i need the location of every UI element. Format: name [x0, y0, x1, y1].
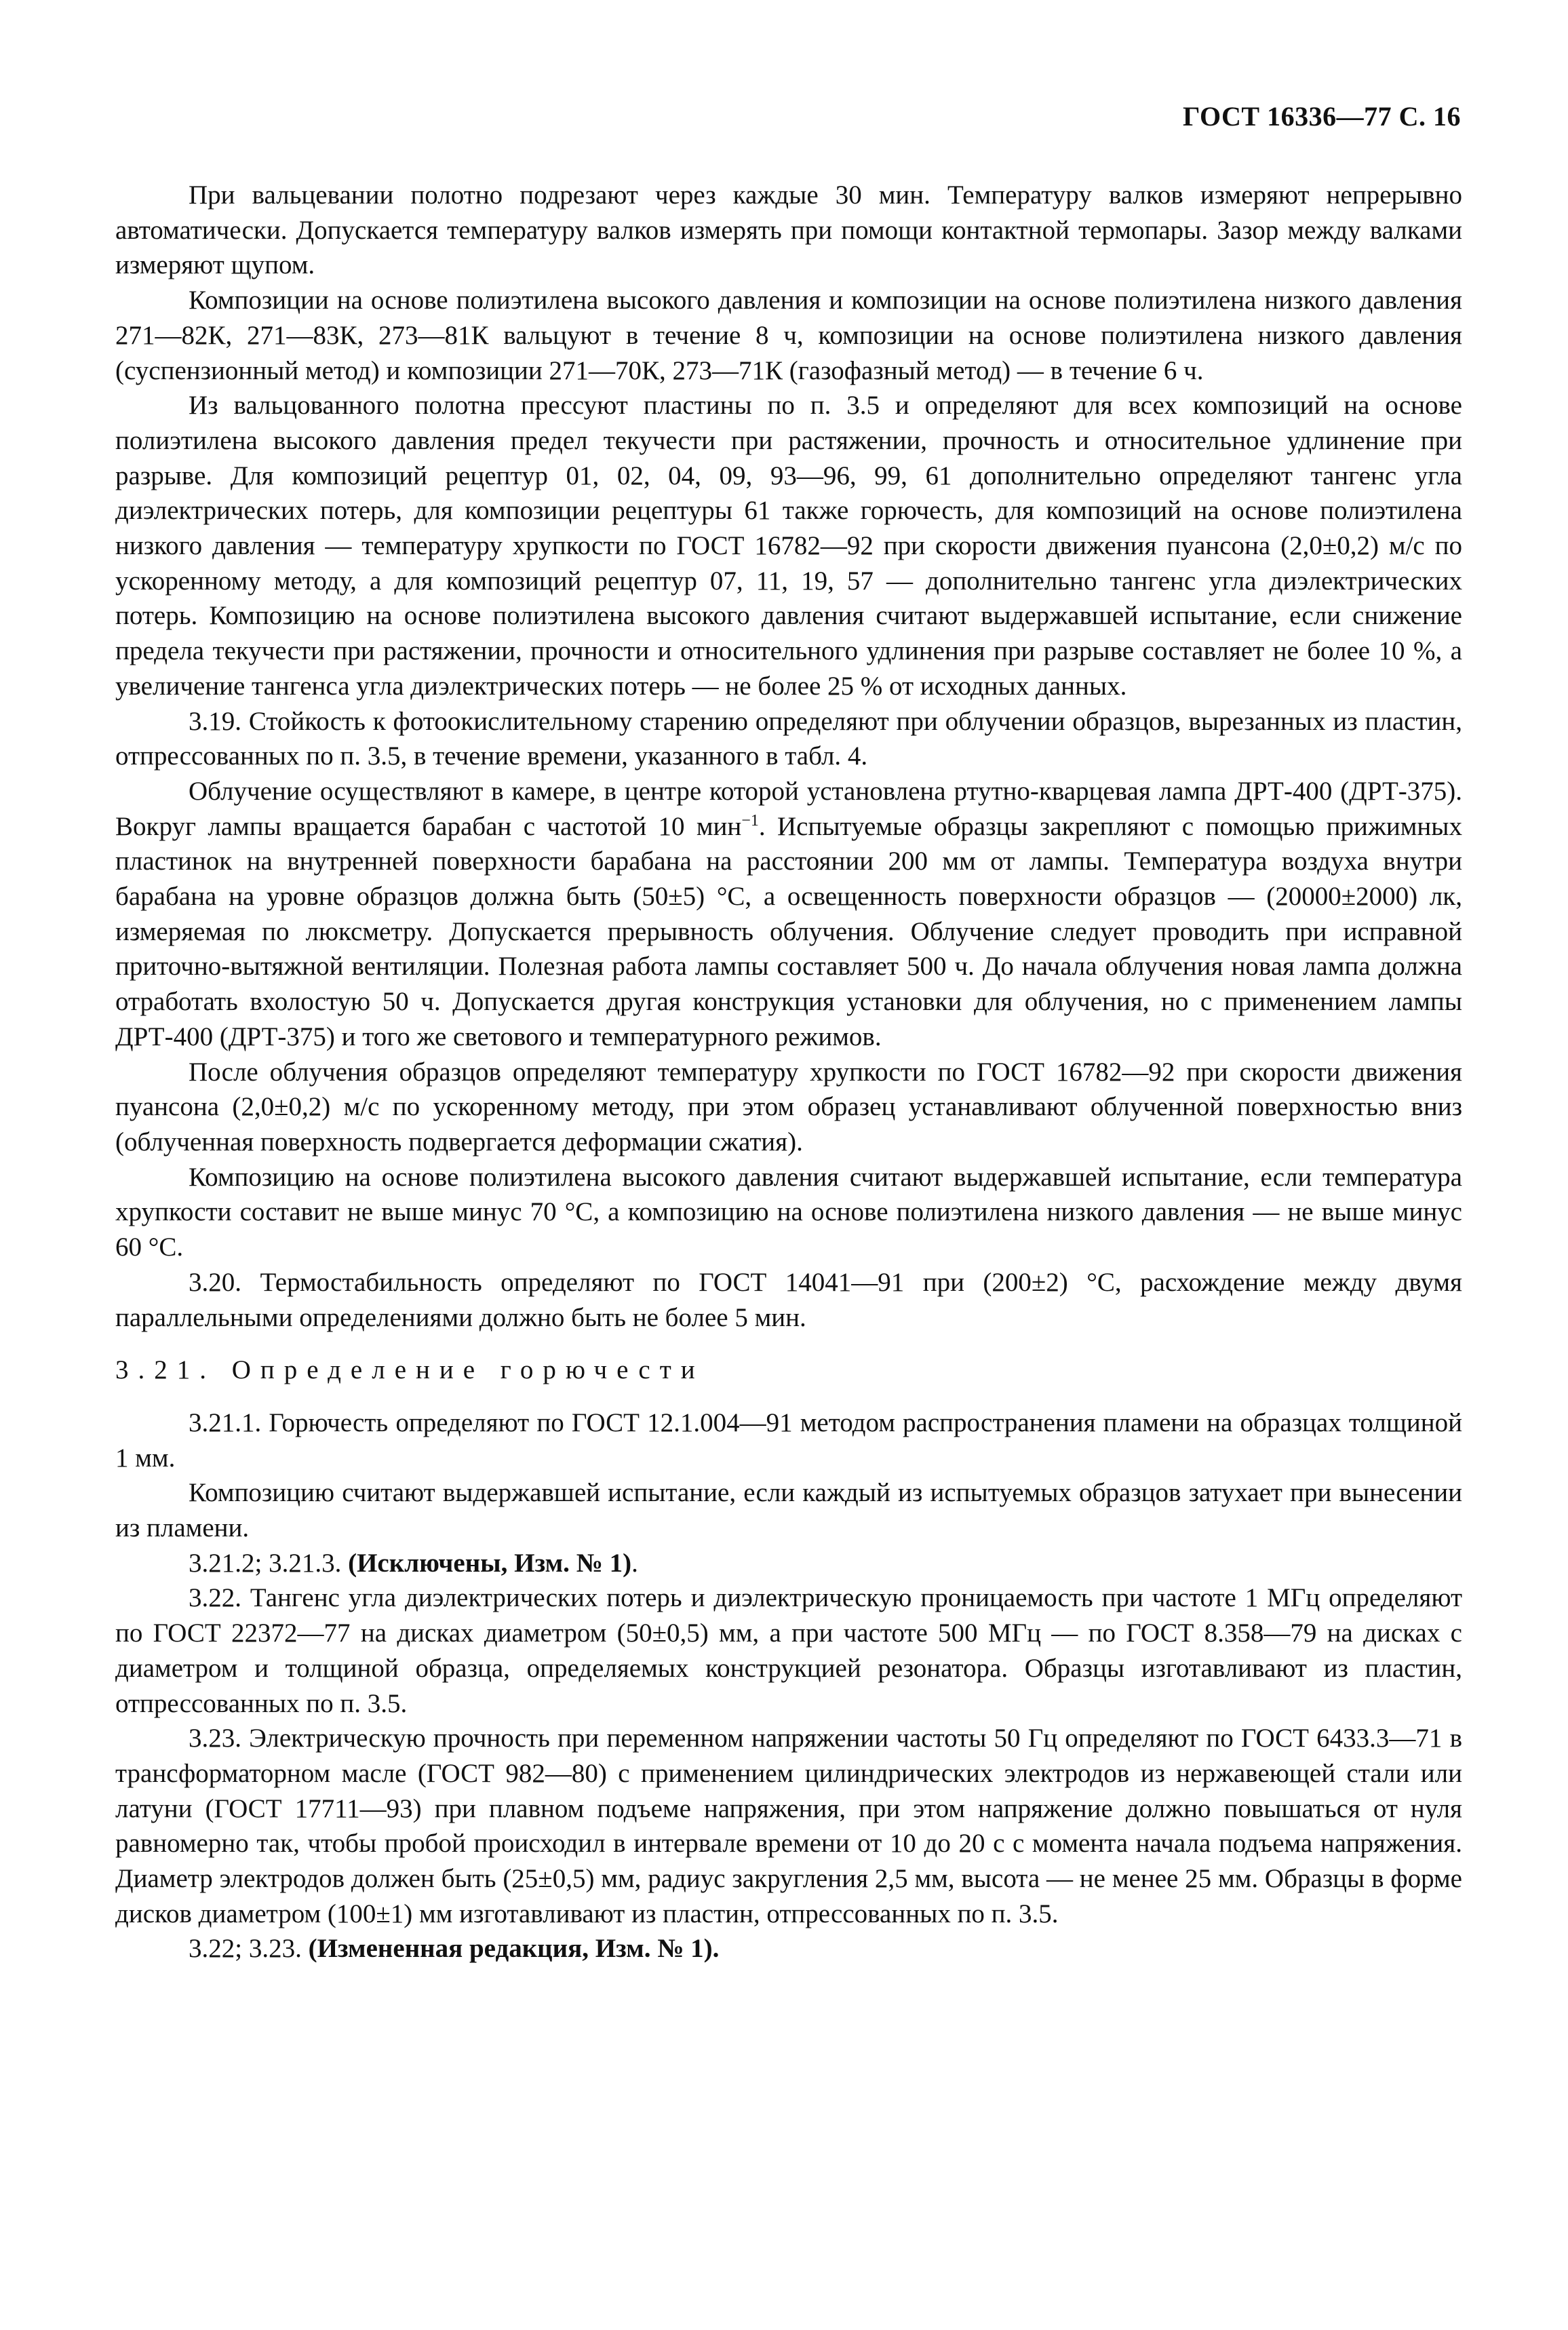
excluded-items-suffix: . — [631, 1548, 638, 1578]
paragraph-3-21-1-flammability: 3.21.1. Горючесть определяют по ГОСТ 12.1.004—91 методом распространения пламени на образцах толщиной 1 мм. — [115, 1407, 1462, 1473]
excluded-items-prefix: 3.21.2; 3.21.3. — [189, 1548, 349, 1578]
paragraph-brittleness-after-irradiation: После облучения образцов определяют температуру хрупкости по ГОСТ 16782—92 при скорости движения пуансона (2,0±0,2) м/с по ускоренному методу, при этом образец устанавливают облученной поверхностью вниз (облученная поверхность подвергается деформации сжатия). — [115, 1057, 1462, 1157]
paragraph-irradiation-chamber — [115, 774, 1462, 1055]
paragraph-3-21-2-excluded — [115, 1546, 1462, 1581]
revised-note: (Измененная редакция, Изм. № 1). — [308, 1934, 720, 1964]
section-title-flammability: 3.21. Определение горючести — [115, 1355, 705, 1385]
irradiation-text-part-1: Облучение осуществляют в камере, в центре которой установлена ртутно-кварцевая лампа ДРТ-400 (ДРТ-375). Вокруг лампы вращается барабан с частотой 10 мин — [115, 776, 1462, 841]
irradiation-text-part-2: . Испытуемые образцы закрепляют с помощью прижимных пластинок на внутренней поверхности барабана на расстоянии 200 мм от лампы. Температура воздуха внутри барабана на уровне образцов должна быть (50±5) °С, а освещенность поверхности образцов — (20000±2000) лк, измеряемая по люксметру. Допускается прерывность облучения. Облучение следует проводить при исправной приточно-вытяжной вентиляции. Полезная работа лампы составляет 500 ч. До начала облучения новая лампа должна отработать вхолостую 50 ч. Допускается другая конструкция установки для облучения, но с применением лампы ДРТ-400 (ДРТ-375) и того же светового и температурного режимов. — [115, 811, 1462, 1051]
paragraph-acceptance-criteria: Композицию на основе полиэтилена высокого давления считают выдержавшей испытание, если температура хрупкости составит не выше минус 70 °С, а композицию на основе полиэтилена низкого давления — не выше минус 60 °С. — [115, 1162, 1462, 1262]
paragraph-3-23-electric-strength: 3.23. Электрическую прочность при переменном напряжении частоты 50 Гц определяют по ГОСТ 6433.3—71 в трансформаторном масле (ГОСТ 982—80) с применением цилиндрических электродов из нержавеющей стали или латуни (ГОСТ 17711—93) при плавном подъеме напряжения, при этом напряжение должно повышаться от нуля равномерно так, чтобы пробой происходил в интервале времени от 10 до 20 с с момента начала подъема напряжения. Диаметр электродов должен быть (25±0,5) мм, радиус закругления 2,5 мм, высота — не менее 25 мм. Образцы в форме дисков диаметром (100±1) мм изготавливают из пластин, отпрессованных по п. 3.5. — [115, 1724, 1462, 1928]
revised-items-prefix: 3.22; 3.23. — [189, 1934, 309, 1964]
paragraph-revised-edition — [115, 1931, 1462, 1966]
paragraph-rolling-cutting: При вальцевании полотно подрезают через каждые 30 мин. Температуру валков измеряют непрерывно автоматически. Допускается температуру валков измерять при помощи контактной термопары. Зазор между валками измеряют щупом. — [115, 180, 1462, 280]
document-body — [115, 178, 1462, 1966]
paragraph-3-22-dielectric: 3.22. Тангенс угла диэлектрических потерь и диэлектрическую проницаемость при частоте 1 МГц определяют по ГОСТ 22372—77 на дисках диаметром (50±0,5) мм, а при частоте 500 МГц — по ГОСТ 8.358—79 на дисках с диаметром и толщиной образца, определяемых конструкцией резонатора. Образцы изготавливают из пластин, отпрессованных по п. 3.5. — [115, 1583, 1462, 1718]
paragraph-rolling-duration: Композиции на основе полиэтилена высокого давления и композиции на основе полиэтилена низкого давления 271—82К, 271—83К, 273—81К вальцуют в течение 8 ч, композиции на основе полиэтилена низкого давления (суспензионный метод) и композиции 271—70К, 273—71К (газофазный метод) — в течение 6 ч. — [115, 286, 1462, 385]
excluded-note: (Исключены, Изм. № 1) — [348, 1548, 632, 1578]
frequency-exponent: −1 — [741, 811, 759, 830]
paragraph-flammability-acceptance: Композицию считают выдержавшей испытание, если каждый из испытуемых образцов затухает при вынесении из пламени. — [115, 1478, 1462, 1543]
paragraph-3-20-thermal-stability: 3.20. Термостабильность определяют по ГОСТ 14041—91 при (200±2) °С, расхождение между двумя параллельными определениями должно быть не более 5 мин. — [115, 1267, 1462, 1332]
page-header: ГОСТ 16336—77 С. 16 — [1182, 101, 1461, 132]
paragraph-pressing-tests: Из вальцованного полотна прессуют пластины по п. 3.5 и определяют для всех композиций на основе полиэтилена высокого давления предел текучести при растяжении, прочность и относительное удлинение при разрыве. Для композиций рецептур 01, 02, 04, 09, 93—96, 99, 61 дополнительно определяют тангенс угла диэлектрических потерь, для композиции рецептуры 61 также горючесть, для композиций на основе полиэтилена низкого давления — температуру хрупкости по ГОСТ 16782—92 при скорости движения пуансона (2,0±0,2) м/с по ускоренному методу, а для композиций рецептур 07, 11, 19, 57 — дополнительно тангенс угла диэлектрических потерь. Композицию на основе полиэтилена высокого давления считают выдержавшей испытание, если снижение предела текучести при растяжении, прочности и относительного удлинения при разрыве составляет не более 10 %, а увеличение тангенса угла диэлектрических потерь — не более 25 % от исходных данных. — [115, 391, 1462, 701]
paragraph-3-19-photo-oxidation: 3.19. Стойкость к фотоокислительному старению определяют при облучении образцов, вырезанных из пластин, отпрессованных по п. 3.5, в течение времени, указанного в табл. 4. — [115, 706, 1462, 771]
